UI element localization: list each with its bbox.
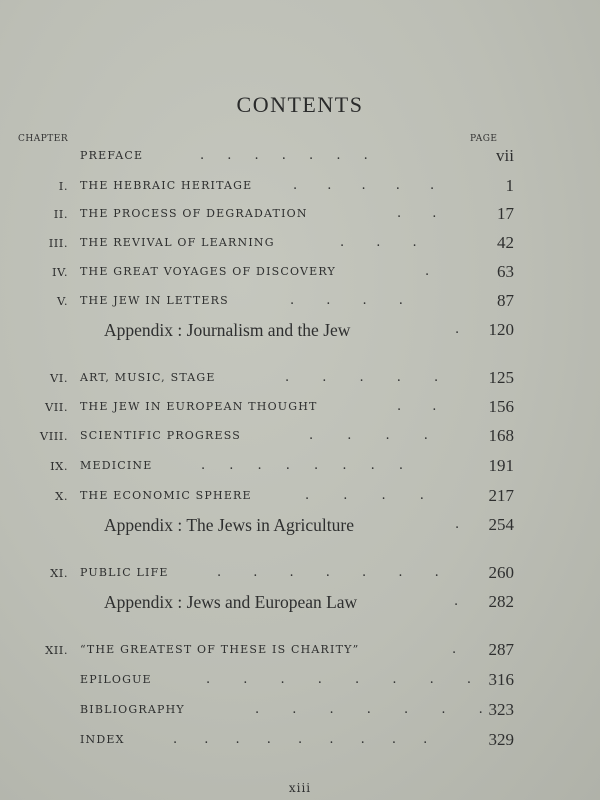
appendix-title: Appendix : Jews and European Law <box>104 592 358 612</box>
chapter-title: THE JEW IN LETTERS <box>80 294 229 307</box>
page-number: 217 <box>488 486 514 505</box>
toc-entry-chapter-11 <box>0 563 600 585</box>
chapter-title: THE REVIVAL OF LEARNING <box>80 236 275 249</box>
page-number: 282 <box>488 592 514 611</box>
page-number: 1 <box>505 176 514 195</box>
page-number: 287 <box>488 640 514 659</box>
toc-entry-appendix-journalism <box>0 320 600 342</box>
page-number: 87 <box>497 291 514 310</box>
chapter-number: IV. <box>52 265 68 279</box>
dot-leader: . . . . . <box>293 178 435 193</box>
chapter-title: “THE GREATEST OF THESE IS CHARITY” <box>80 643 360 656</box>
chapter-title: THE HEBRAIC HERITAGE <box>80 179 253 192</box>
dot-leader: . . . . <box>309 428 428 443</box>
toc-entry-chapter-2 <box>0 204 600 226</box>
toc-entry-bibliography <box>0 700 600 722</box>
dot-leader: . . . . . . . <box>255 702 483 717</box>
dot-leader: . . <box>397 206 437 221</box>
chapter-title: PUBLIC LIFE <box>80 566 169 579</box>
dot-leader: . . . . . <box>285 370 439 385</box>
chapter-column-label: CHAPTER <box>18 134 69 144</box>
dot-leader: . . . . . . . . <box>206 672 471 687</box>
page-number: 63 <box>497 262 514 281</box>
chapter-number: VII. <box>44 400 68 414</box>
chapter-number: I. <box>58 179 68 193</box>
chapter-title: PREFACE <box>80 149 144 162</box>
toc-entry-appendix-law <box>0 592 600 614</box>
dot-leader: . <box>455 322 460 337</box>
page-number: 323 <box>488 700 514 719</box>
page-number: 260 <box>488 563 514 582</box>
chapter-number: XII. <box>45 643 68 657</box>
page-title: CONTENTS <box>236 92 364 117</box>
toc-entry-epilogue <box>0 670 600 692</box>
chapter-number: XI. <box>50 566 68 580</box>
toc-entry-chapter-9 <box>0 456 600 478</box>
chapter-title: THE ECONOMIC SPHERE <box>80 489 252 502</box>
dot-leader: . . . . <box>290 293 403 308</box>
dot-leader: . <box>425 264 430 279</box>
footer-page-number: xiii <box>288 781 312 795</box>
chapter-title: SCIENTIFIC PROGRESS <box>80 429 242 442</box>
dot-leader: . <box>454 594 459 609</box>
page-number: 316 <box>488 670 514 689</box>
toc-entry-chapter-7 <box>0 397 600 419</box>
dot-leader: . . . . . . . . <box>201 458 403 473</box>
page-number: 191 <box>488 456 514 475</box>
chapter-title: THE JEW IN EUROPEAN THOUGHT <box>80 400 318 413</box>
page-number: vii <box>496 146 514 165</box>
chapter-title: MEDICINE <box>80 459 153 472</box>
dot-leader: . <box>455 517 460 532</box>
toc-entry-chapter-5 <box>0 291 600 313</box>
section-title: BIBLIOGRAPHY <box>80 703 185 716</box>
toc-entry-index <box>0 730 600 752</box>
dot-leader: . . <box>397 399 437 414</box>
chapter-number: VIII. <box>39 429 68 443</box>
toc-entry-chapter-4 <box>0 262 600 284</box>
chapter-number: VI. <box>49 371 68 385</box>
dot-leader: . . . . . . . . . <box>173 732 428 747</box>
appendix-title: Appendix : The Jews in Agriculture <box>104 515 354 535</box>
page-column-label: PAGE <box>470 134 498 144</box>
chapter-title: THE GREAT VOYAGES OF DISCOVERY <box>80 265 336 278</box>
toc-entry-chapter-10 <box>0 486 600 508</box>
page-number: 125 <box>488 368 514 387</box>
chapter-number: V. <box>57 294 68 308</box>
toc-entry-appendix-agriculture <box>0 515 600 537</box>
dot-leader: . . . <box>340 235 417 250</box>
section-title: EPILOGUE <box>80 673 152 686</box>
toc-entry-chapter-3 <box>0 233 600 255</box>
toc-entry-chapter-12 <box>0 640 600 662</box>
chapter-number: III. <box>48 236 68 250</box>
page-number: 120 <box>488 320 514 339</box>
toc-entry-chapter-8 <box>0 426 600 448</box>
page-number: 329 <box>488 730 514 749</box>
dot-leader: . . . . <box>305 488 424 503</box>
toc-entry-preface <box>0 146 600 168</box>
chapter-number: X. <box>55 489 68 503</box>
section-title: INDEX <box>80 733 125 746</box>
chapter-number: II. <box>53 207 68 221</box>
page-number: 168 <box>488 426 514 445</box>
page-number: 42 <box>497 233 514 252</box>
page-number: 156 <box>488 397 514 416</box>
page-number: 254 <box>488 515 514 534</box>
dot-leader: . . . . . . . <box>217 565 439 580</box>
appendix-title: Appendix : Journalism and the Jew <box>104 320 351 340</box>
page-number: 17 <box>497 204 514 223</box>
chapter-number: IX. <box>50 459 68 473</box>
chapter-title: THE PROCESS OF DEGRADATION <box>80 207 308 220</box>
toc-entry-chapter-6 <box>0 368 600 390</box>
chapter-title: ART, MUSIC, STAGE <box>80 371 216 384</box>
dot-leader: . <box>452 642 457 657</box>
dot-leader: . . . . . . . <box>200 148 368 163</box>
toc-entry-chapter-1 <box>0 176 600 198</box>
